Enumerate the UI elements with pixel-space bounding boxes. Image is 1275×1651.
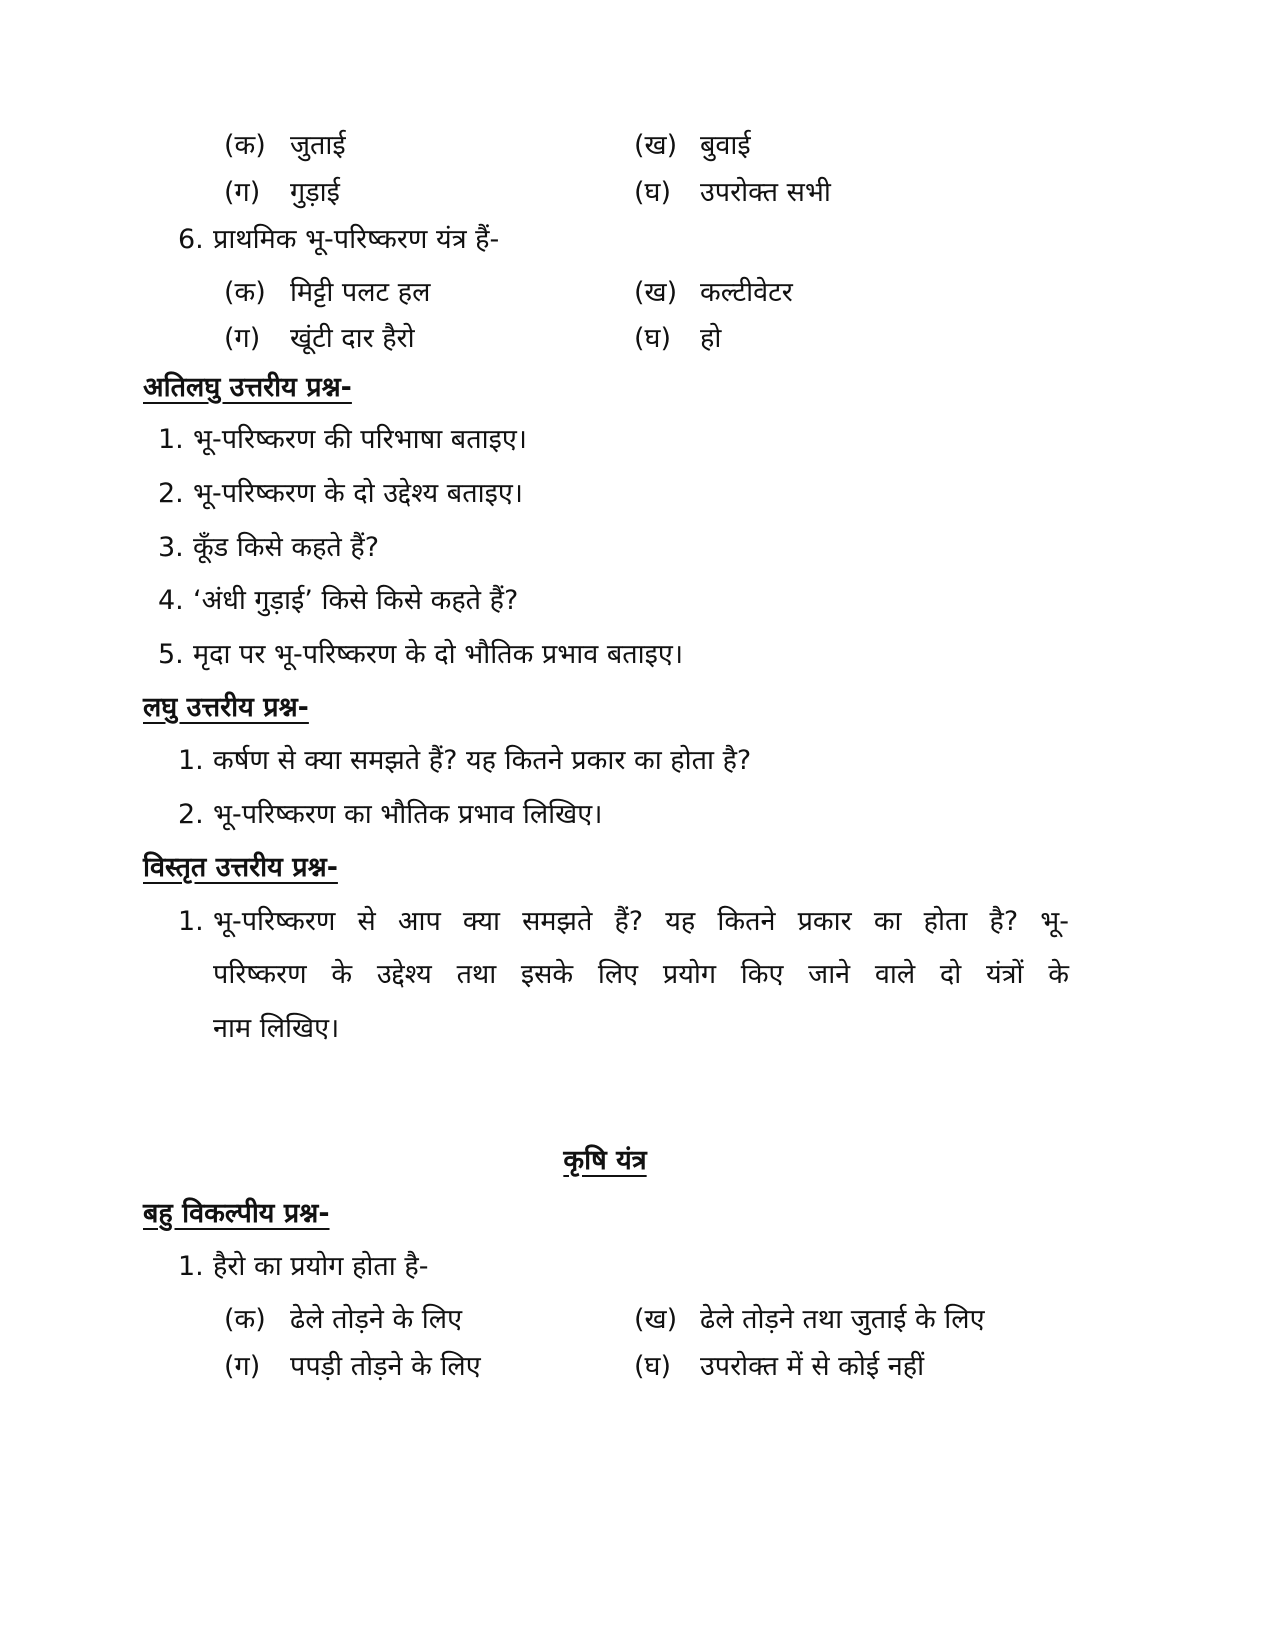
option-label: (ख): [634, 277, 678, 308]
question-number: 1.: [178, 1251, 204, 1282]
question-text: प्राथमिक भू-परिष्करण यंत्र हैं-: [213, 224, 500, 255]
option-label: (ख): [634, 1304, 678, 1335]
option-label: (क): [224, 277, 266, 308]
option-text: ढेले तोड़ने तथा जुताई के लिए: [700, 1304, 985, 1335]
option-text: मिट्टी पलट हल: [290, 277, 431, 308]
option-label: (ग): [224, 323, 261, 354]
question-text: भू-परिष्करण की परिभाषा बताइए।: [193, 424, 528, 455]
question-text: मृदा पर भू-परिष्करण के दो भौतिक प्रभाव बताइए।: [193, 639, 684, 670]
option-text: हो: [700, 323, 722, 354]
option-text: खूंटी दार हैरो: [290, 323, 415, 354]
option-label: (घ): [634, 1351, 672, 1382]
option-text: ढेले तोड़ने के लिए: [290, 1304, 463, 1335]
question-number: 1.: [178, 906, 204, 937]
option-label: (ग): [224, 177, 261, 208]
question-text: हैरो का प्रयोग होता है-: [213, 1251, 429, 1282]
option-text: गुड़ाई: [290, 177, 340, 208]
question-number: 3.: [158, 532, 184, 563]
section-title: कृषि यंत्र: [563, 1145, 647, 1176]
question-text-line: परिष्करण के उद्देश्य तथा इसके लिए प्रयोग किए जाने वाले दो यंत्रों के: [213, 959, 1069, 990]
question-text: भू-परिष्करण का भौतिक प्रभाव लिखिए।: [213, 799, 603, 830]
option-text: उपरोक्त सभी: [700, 177, 831, 208]
option-text: पपड़ी तोड़ने के लिए: [290, 1351, 481, 1382]
question-text: ‘अंधी गुड़ाई’ किसे किसे कहते हैं?: [193, 585, 519, 616]
option-label: (घ): [634, 323, 672, 354]
question-number: 4.: [158, 585, 184, 616]
section-heading-mcq: बहु विकल्पीय प्रश्न-: [143, 1198, 330, 1229]
option-label: (घ): [634, 177, 672, 208]
option-label: (क): [224, 130, 266, 161]
section-heading-short: लघु उत्तरीय प्रश्न-: [143, 692, 309, 723]
option-text: जुताई: [290, 130, 346, 161]
option-label: (ग): [224, 1351, 261, 1382]
question-number: 1.: [178, 745, 204, 776]
question-number: 2.: [178, 799, 204, 830]
section-heading-long: विस्तृत उत्तरीय प्रश्न-: [143, 852, 338, 883]
question-text: भू-परिष्करण के दो उद्देश्य बताइए।: [193, 478, 524, 509]
option-text: बुवाई: [700, 130, 751, 161]
option-text: उपरोक्त में से कोई नहीं: [700, 1351, 925, 1382]
option-label: (क): [224, 1304, 266, 1335]
option-text: कल्टीवेटर: [700, 277, 793, 308]
section-heading-very-short: अतिलघु उत्तरीय प्रश्न-: [143, 372, 352, 403]
option-label: (ख): [634, 130, 678, 161]
question-number: 1.: [158, 424, 184, 455]
question-text: कर्षण से क्या समझते हैं? यह कितने प्रकार का होता है?: [213, 745, 752, 776]
question-number: 2.: [158, 478, 184, 509]
question-number: 6.: [178, 224, 204, 255]
question-text-line: भू-परिष्करण से आप क्या समझते हैं? यह कितने प्रकार का होता है? भू-: [213, 906, 1069, 937]
question-text-line: नाम लिखिए।: [213, 1013, 340, 1044]
question-text: कूँड किसे कहते हैं?: [193, 532, 380, 563]
question-number: 5.: [158, 639, 184, 670]
